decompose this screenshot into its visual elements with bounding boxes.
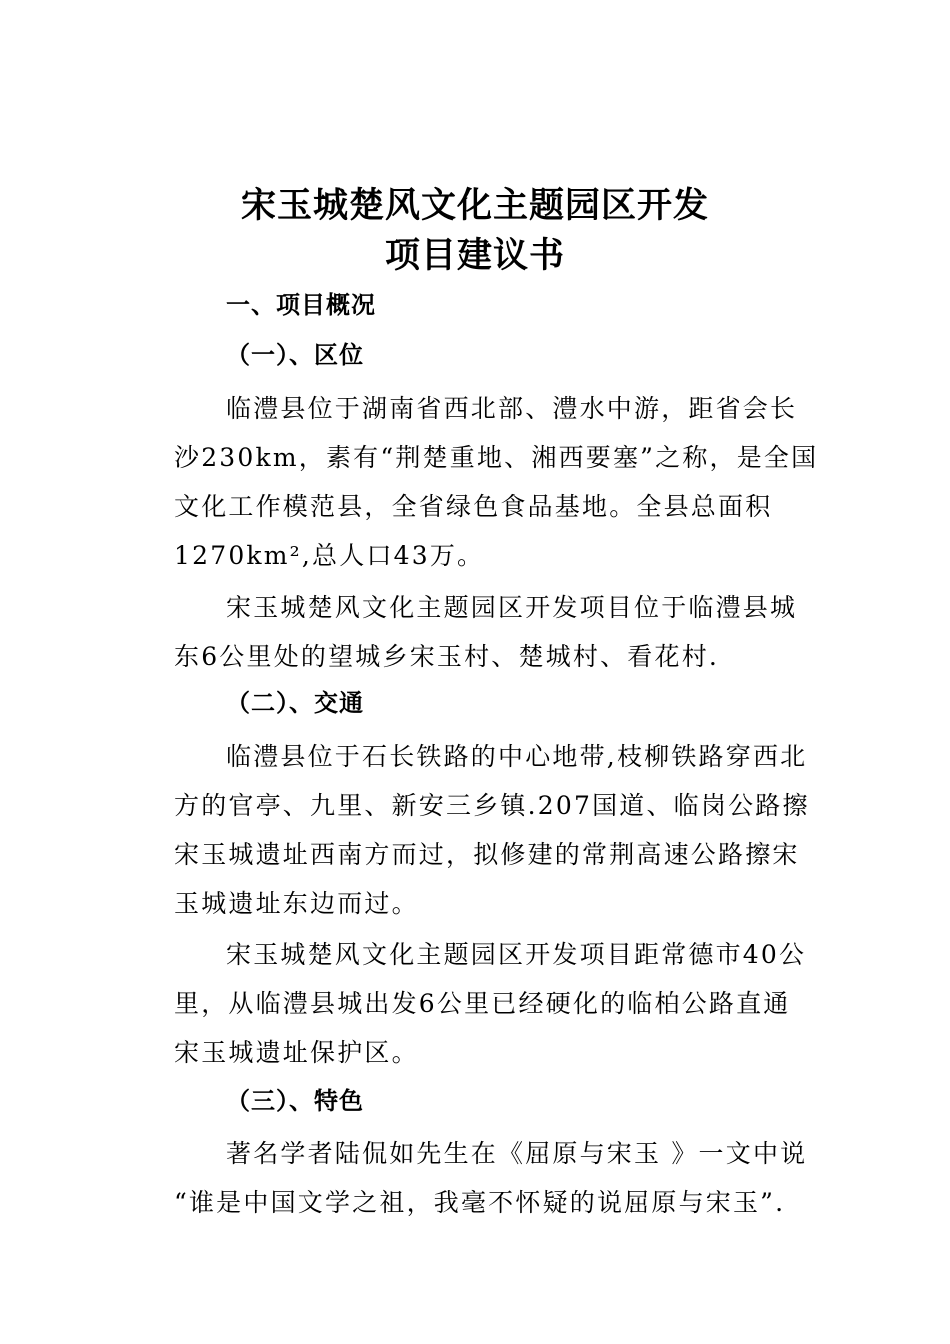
text-line: 1270km²,总人口43万。	[174, 541, 485, 570]
document-title-line2: 项目建议书	[384, 236, 565, 276]
paragraph-features-1	[174, 1129, 808, 1227]
text-line: “谁是中国文学之祖，我毫不怀疑的说屈原与宋玉”.	[174, 1188, 786, 1217]
text-line: 玉城遗址东边而过。	[174, 889, 419, 918]
text-line: 文化工作模范县，全省绿色食品基地。全县总面积	[174, 492, 773, 521]
text-line: 宋玉城楚风文化主题园区开发项目距常德市40公	[226, 940, 807, 969]
text-line: 里，从临澧县城出发6公里已经硬化的临柏公路直通	[174, 989, 791, 1018]
text-line: 东6公里处的望城乡宋玉村、楚城村、看花村.	[174, 642, 720, 671]
paragraph-transport-2	[174, 930, 807, 1077]
text-line: 临澧县位于湖南省西北部、澧水中游，距省会长	[226, 394, 798, 423]
text-line: 宋玉城遗址西南方而过，拟修建的常荆高速公路擦宋	[174, 840, 800, 869]
text-line: 沙230km，素有“荆楚重地、湘西要塞”之称，是全国	[174, 443, 819, 472]
text-line: 临澧县位于石长铁路的中心地带,枝柳铁路穿西北	[226, 742, 808, 771]
text-line: 宋玉城遗址保护区。	[174, 1038, 419, 1067]
text-line: 著名学者陆侃如先生在《屈原与宋玉 》一文中说	[226, 1139, 808, 1168]
subsection-heading-features: （三）、特色	[226, 1087, 364, 1115]
section-heading-overview: 一、项目概况	[226, 291, 376, 319]
text-line: 方的官亭、九里、新安三乡镇.207国道、临岗公路擦	[174, 791, 810, 820]
paragraph-location-2	[174, 583, 798, 681]
subsection-heading-location: （一）、区位	[226, 341, 364, 369]
paragraph-transport-1	[174, 732, 810, 928]
text-line: 宋玉城楚风文化主题园区开发项目位于临澧县城	[226, 593, 798, 622]
document-title-line1: 宋玉城楚风文化主题园区开发	[240, 186, 709, 226]
subsection-heading-transport: （二）、交通	[226, 689, 364, 717]
paragraph-location-1	[174, 384, 819, 580]
